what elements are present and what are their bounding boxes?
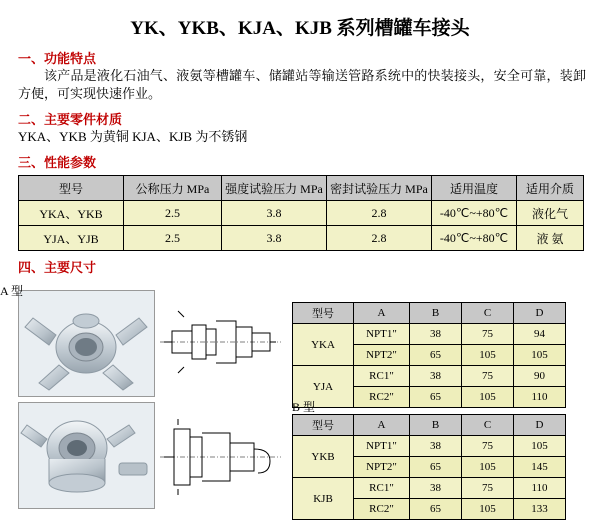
cell-medium: 液化气 [517, 201, 584, 226]
cell-d: 105 [514, 345, 566, 366]
col-nominal-pressure: 公称压力 MPa [124, 176, 222, 201]
cell-seal-pressure: 2.8 [327, 226, 432, 251]
table-header-row [19, 176, 584, 201]
col-seal-pressure: 密封试验压力 MPa [327, 176, 432, 201]
col-model: 型号 [293, 415, 354, 436]
col-temperature: 适用温度 [432, 176, 517, 201]
type-a-label: A 型 [0, 284, 24, 298]
product-photo-b [18, 402, 155, 509]
cell-b: 38 [410, 478, 462, 499]
table-header-row [293, 415, 566, 436]
cell-strength-pressure: 3.8 [222, 201, 327, 226]
cell-a: RC2" [354, 499, 410, 520]
col-d: D [514, 303, 566, 324]
cell-a: NPT2" [354, 345, 410, 366]
cell-nominal-pressure: 2.5 [124, 201, 222, 226]
cell-d: 110 [514, 387, 566, 408]
cell-c: 105 [462, 387, 514, 408]
col-model: 型号 [19, 176, 124, 201]
cell-c: 105 [462, 345, 514, 366]
cell-model: KJB [293, 478, 354, 520]
table-row [293, 436, 566, 457]
table-header-row [293, 303, 566, 324]
cell-c: 105 [462, 457, 514, 478]
cell-d: 94 [514, 324, 566, 345]
table-row [19, 201, 584, 226]
cell-b: 65 [410, 499, 462, 520]
performance-table [18, 175, 584, 251]
dimension-table-b [292, 414, 566, 520]
cell-a: RC2" [354, 387, 410, 408]
col-c: C [462, 303, 514, 324]
type-b-label: B 型 [292, 400, 316, 414]
technical-drawing-b [157, 402, 284, 509]
cell-d: 145 [514, 457, 566, 478]
cell-c: 75 [462, 324, 514, 345]
cell-a: NPT2" [354, 457, 410, 478]
col-medium: 适用介质 [517, 176, 584, 201]
col-model: 型号 [293, 303, 354, 324]
cell-b: 65 [410, 345, 462, 366]
col-c: C [462, 415, 514, 436]
cell-b: 65 [410, 387, 462, 408]
cell-temperature: -40℃~+80℃ [432, 201, 517, 226]
section-heading-material: 二、主要零件材质 [18, 112, 123, 127]
cell-a: NPT1" [354, 324, 410, 345]
cell-c: 75 [462, 478, 514, 499]
table-row [19, 226, 584, 251]
cell-b: 38 [410, 324, 462, 345]
product-photo-a [18, 290, 155, 397]
section-heading-dimensions: 四、主要尺寸 [18, 260, 97, 275]
col-a: A [354, 415, 410, 436]
cell-medium: 液 氨 [517, 226, 584, 251]
cell-model: YJA、YJB [19, 226, 124, 251]
col-b: B [410, 415, 462, 436]
cell-b: 65 [410, 457, 462, 478]
section-heading-features: 一、功能特点 [18, 51, 97, 66]
section-heading-performance: 三、性能参数 [18, 155, 97, 170]
cell-d: 90 [514, 366, 566, 387]
page-title: YK、YKB、KJA、KJB 系列槽罐车接头 [130, 18, 470, 39]
cell-a: RC1" [354, 478, 410, 499]
col-a: A [354, 303, 410, 324]
cell-c: 75 [462, 436, 514, 457]
cell-c: 75 [462, 366, 514, 387]
col-strength-pressure: 强度试验压力 MPa [222, 176, 327, 201]
cell-d: 105 [514, 436, 566, 457]
material-text: YKA、YKB 为黄铜 KJA、KJB 为不锈钢 [18, 129, 248, 144]
cell-a: RC1" [354, 366, 410, 387]
cell-temperature: -40℃~+80℃ [432, 226, 517, 251]
features-text: 该产品是液化石油气、液氨等槽罐车、储罐站等输送管路系统中的快装接头，安全可靠，装卸方便，可实现快速作业。 [18, 68, 586, 101]
cell-c: 105 [462, 499, 514, 520]
cell-model: YJA [293, 366, 354, 408]
cell-a: NPT1" [354, 436, 410, 457]
cell-model: YKA [293, 324, 354, 366]
cell-b: 38 [410, 436, 462, 457]
col-b: B [410, 303, 462, 324]
cell-strength-pressure: 3.8 [222, 226, 327, 251]
dimension-table-a [292, 302, 566, 408]
cell-model: YKA、YKB [19, 201, 124, 226]
dimensions-section [0, 282, 600, 522]
table-row [293, 324, 566, 345]
cell-b: 38 [410, 366, 462, 387]
cell-d: 133 [514, 499, 566, 520]
table-row [293, 478, 566, 499]
cell-nominal-pressure: 2.5 [124, 226, 222, 251]
cell-model: YKB [293, 436, 354, 478]
cell-d: 110 [514, 478, 566, 499]
cell-seal-pressure: 2.8 [327, 201, 432, 226]
col-d: D [514, 415, 566, 436]
table-row [293, 366, 566, 387]
technical-drawing-a [157, 290, 284, 397]
